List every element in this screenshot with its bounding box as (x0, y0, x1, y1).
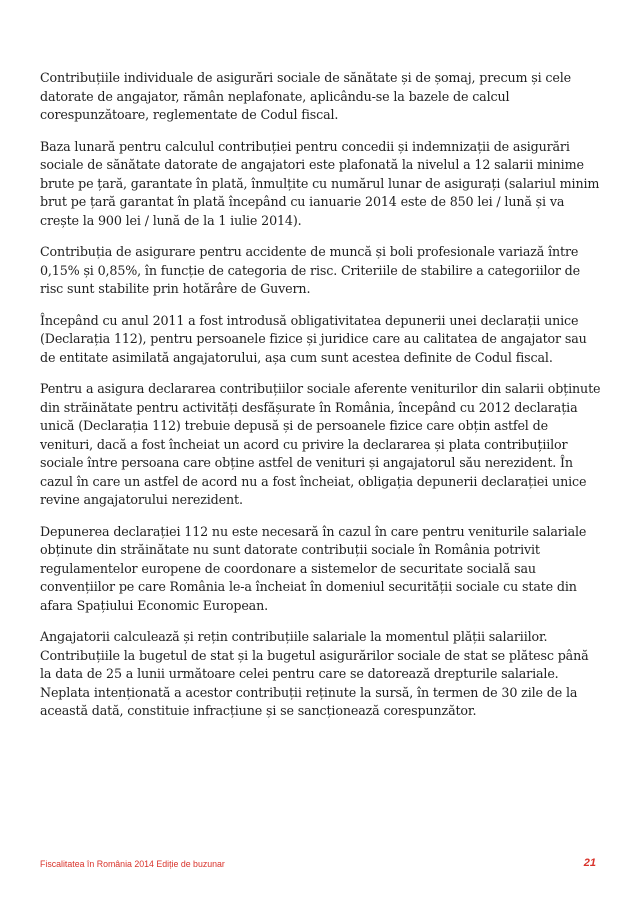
document-body (40, 69, 602, 734)
paragraph: Angajatorii calculează și rețin contribuțiile salariale la momentul plății salariilor. Contribuțiile la bugetul de stat și la bugetul asigurărilor sociale de stat se plătesc până la data de 25 a lunii următoare celei pentru care se datorează drepturile salariale. Neplata intenționată a acestor contribuții reținute la sursă, în termen de 30 zile de la această dată, constituie infracțiune și se sancționează corespunzător. (40, 629, 589, 718)
page-footer (40, 857, 596, 873)
paragraph: Contribuțiile individuale de asigurări sociale de sănătate și de șomaj, precum și cele datorate de angajator, rămân neplafonate, aplicându-se la bazele de calcul corespunzătoare, reglementate de Codul fiscal. (40, 70, 571, 122)
paragraph: Contribuția de asigurare pentru accidente de muncă și boli profesionale variază între 0,15% și 0,85%, în funcție de categoria de risc. Criteriile de stabilire a categoriilor de risc sunt stabilite prin hotărâre de Guvern. (40, 244, 580, 296)
paragraph: Începând cu anul 2011 a fost introdusă obligativitatea depunerii unei declarații unice (Declarația 112), pentru persoanele fizice și juridice care au calitatea de angajator sau de entitate asimilată angajatorului, așa cum sunt acestea definite de Codul fiscal. (40, 312, 587, 365)
paragraph: Depunerea declarației 112 nu este necesară în cazul în care pentru veniturile salariale obținute din străinătate nu sunt datorate contribuții sociale în România potrivit regulamentelor europene de coordonare a sistemelor de securitate socială sau convențiilor pe care România le-a încheiat în domeniul securității sociale cu state din afara Spațiului Economic European. (40, 523, 587, 613)
paragraph: Baza lunară pentru calculul contribuției pentru concedii și indemnizații de asigurări sociale de sănătate datorate de angajatori este plafonată la nivelul a 12 salarii minime brute pe țară, garantate în plată, înmulțite cu numărul lunar de asigurați (salariul minim brut pe țară garantat în plată începând cu ianuarie 2014 este de 850 lei / lună și va crește la 900 lei / lună de la 1 iulie 2014). (40, 138, 600, 228)
footer-publication-title: Fiscalitatea în România 2014 Ediție de buzunar (40, 859, 225, 869)
paragraph: Pentru a asigura declararea contribuțiilor sociale aferente veniturilor din salarii obținute din străinătate pentru activități desfășurate în România, începând cu 2012 declarația unică (Declarația 112) trebuie depusă și de persoanele fizice care obțin astfel de venituri, dacă a fost încheiat un acord cu privire la declararea și plata contribuțiilor sociale între persoana care obține astfel de venituri și angajatorul său nerezident. În cazul în care un astfel de acord nu a fost încheiat, obligația depunerii declarației unice revine angajatorului nerezident. (40, 381, 601, 507)
page-number: 21 (583, 857, 596, 869)
